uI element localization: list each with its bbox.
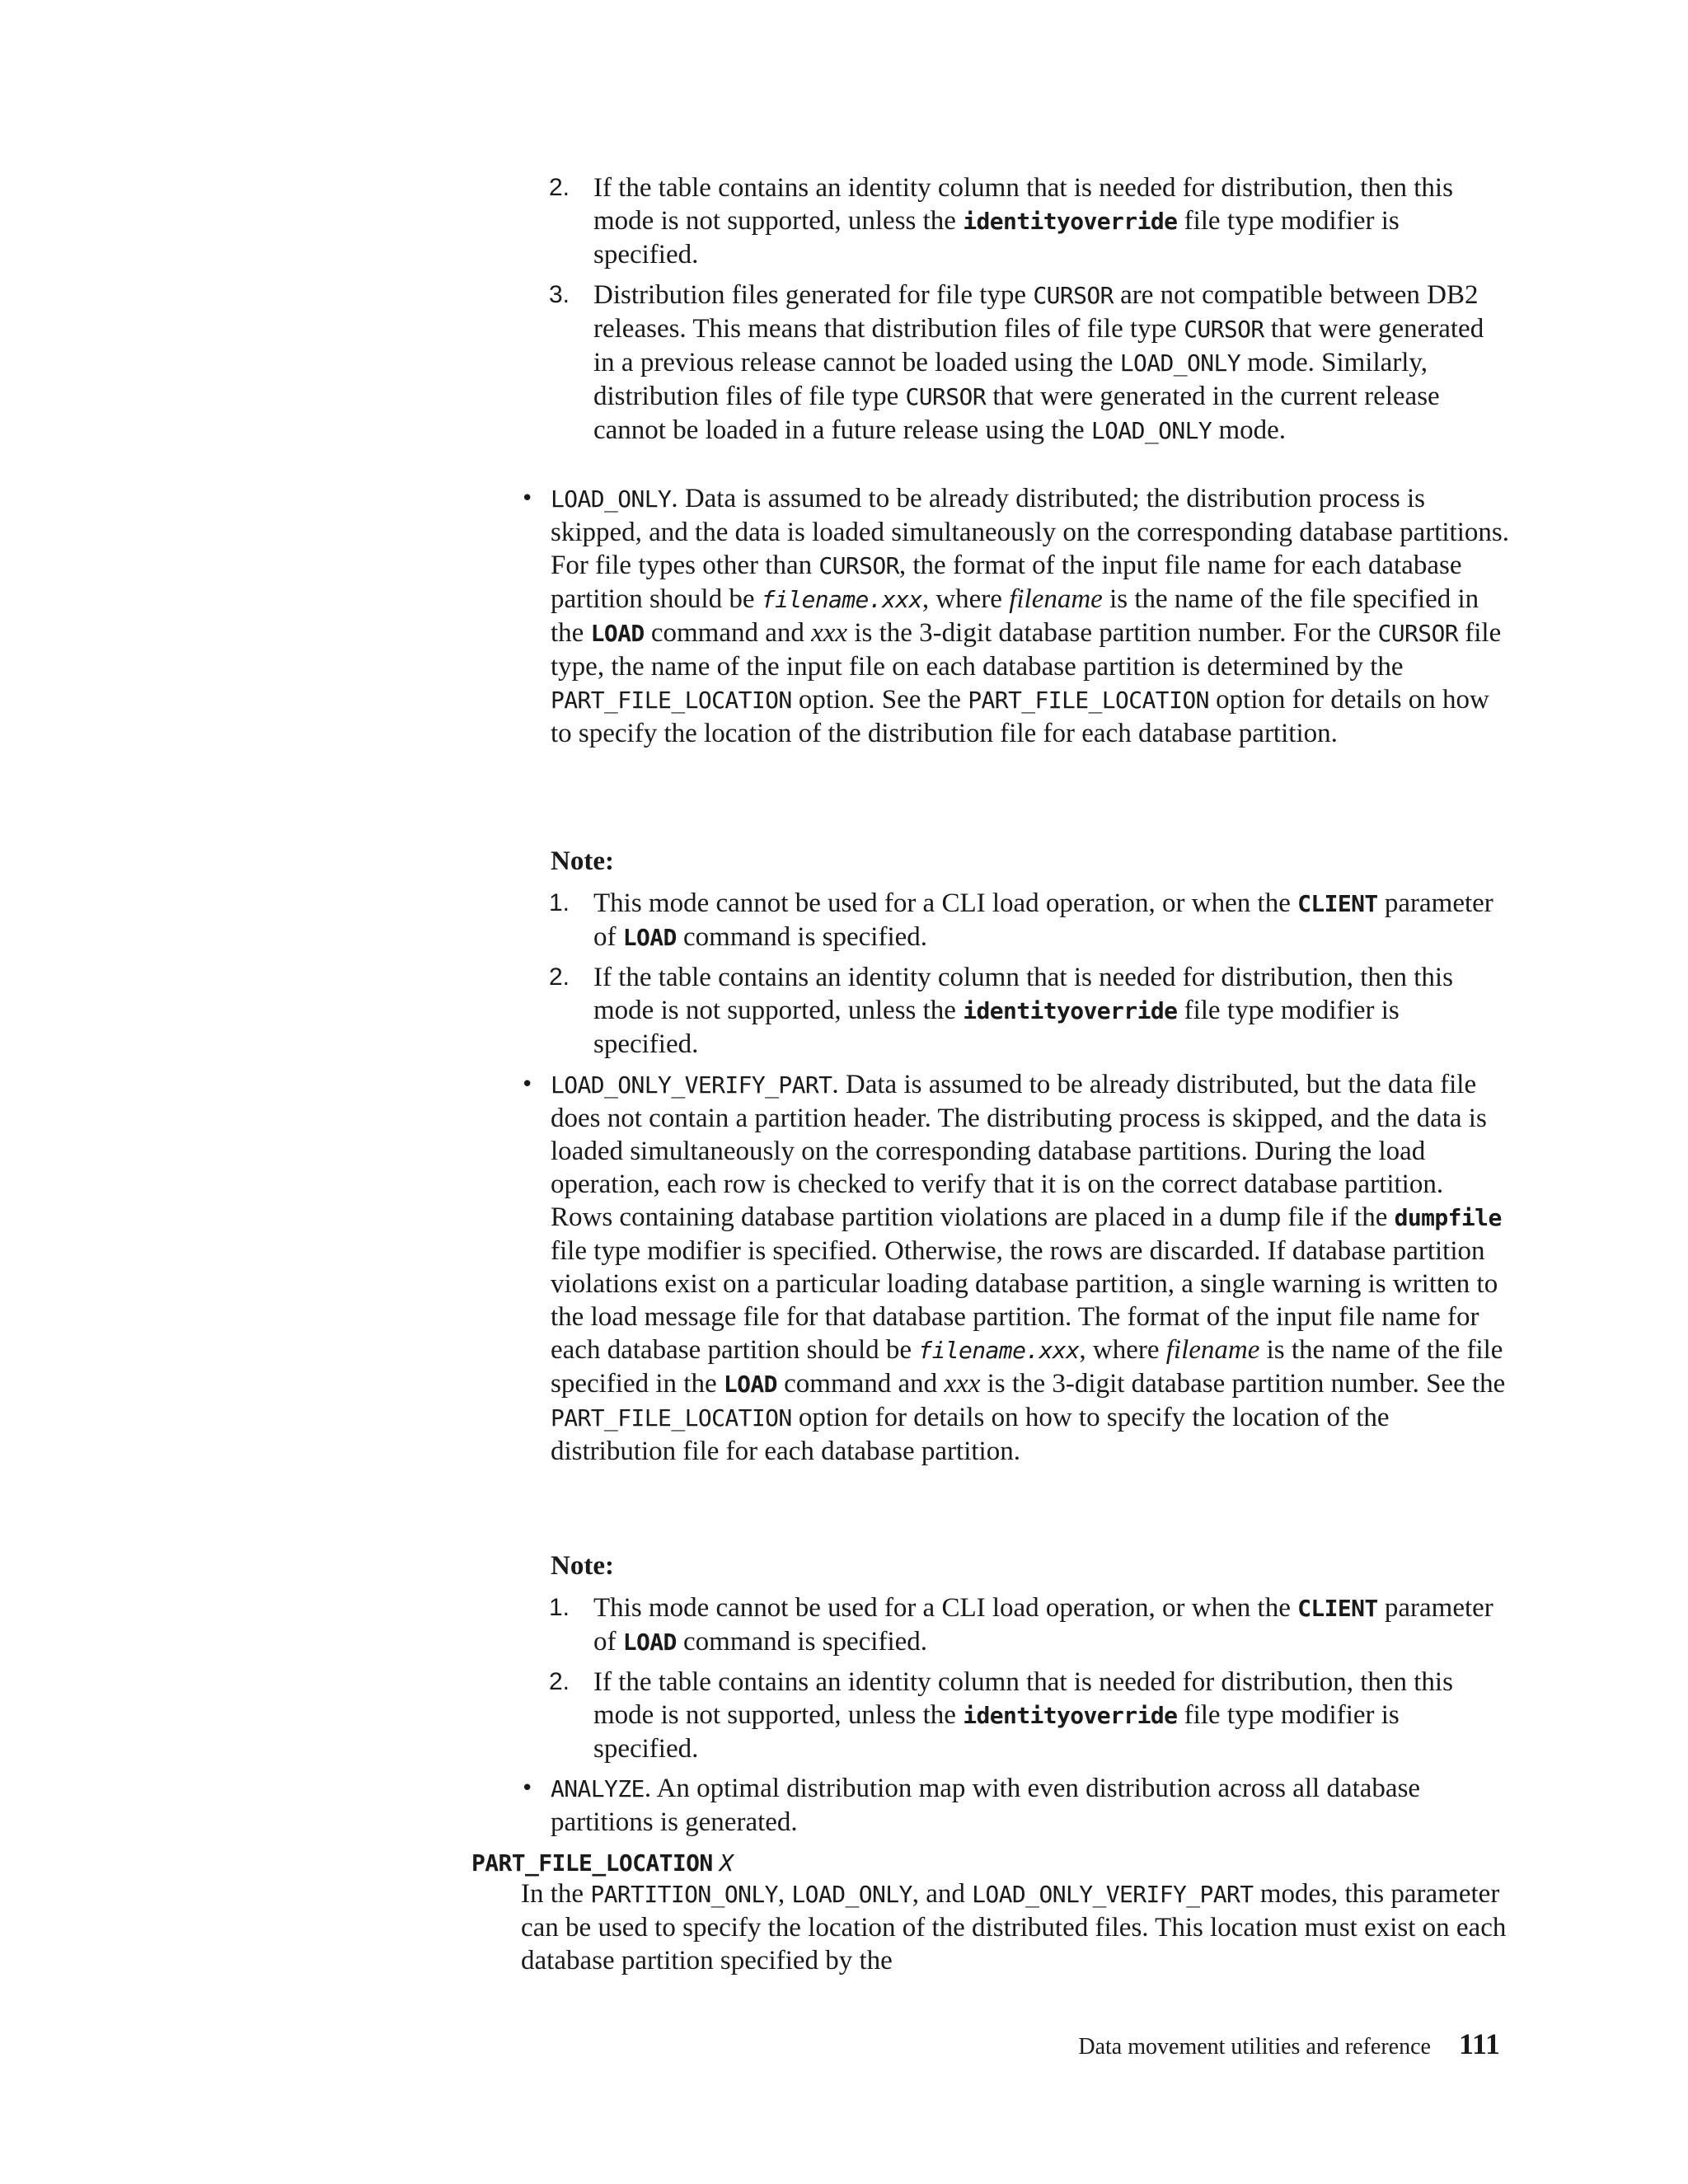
footer-title: Data movement utilities and reference xyxy=(1078,2034,1431,2060)
item-number: 2. xyxy=(549,174,570,201)
page-number: 111 xyxy=(1458,2027,1500,2060)
parameter-description: In the PARTITION_ONLY, LOAD_ONLY, and LOAD_ONLY_VERIFY_PART modes, this parameter can be used to specify the location of the distributed files. This location must exist on each database partition specified by the xyxy=(521,1879,1507,1975)
parameter-heading xyxy=(471,1846,733,1880)
bullet-dot: • xyxy=(521,1072,534,1097)
page-footer xyxy=(1022,2027,1500,2064)
bullet-text: ANALYZE. An optimal distribution map with even distribution across all database partitions is generated. xyxy=(551,1774,1421,1837)
parameter-name: PART_FILE_LOCATION xyxy=(471,1849,713,1877)
note-label: Note: xyxy=(551,1551,614,1581)
item-text: Distribution files generated for file type CURSOR are not compatible between DB2 releases. This means that distribution files of file type CURSOR that were generated in a previous release cannot be loaded using the LOAD_ONLY mode. Similarly, distribution files of file type CURSOR that were generated in the current release cannot be loaded in a future release using the LOAD_ONLY mode. xyxy=(593,280,1484,445)
item-number: 3. xyxy=(549,281,570,308)
bullet-dot: • xyxy=(521,486,534,511)
bullet-text: LOAD_ONLY_VERIFY_PART. Data is assumed to be already distributed, but the data file does not contain a partition header. The distributing process is skipped, and the data is loaded simultaneously on the corresponding database partitions. During the load operation, each row is checked to verify that it is on the correct database partition. Rows containing database partition violations are placed in a dump file if the dumpfile file type modifier is specified. Otherwise, the rows are discarded. If database partition violations exist on a particular loading database partition, a single warning is written to the load message file for that database partition. The format of the input file name for each database partition should be filename.xxx, where filename is the name of the file specified in the LOAD command and xxx is the 3-digit database partition number. See the PART_FILE_LOCATION option for details on how to specify the location of the distribution file for each database partition. xyxy=(551,1070,1506,1466)
note-label: Note: xyxy=(551,846,614,876)
document-page: 2. If the table contains an identity column that is needed for distribution, then this mode is not supported, unless the identityoverride file type modifier is specified. 3. Distribution files generated for file type CURSOR are not compatible between DB2 releases. This means that distribution files of file type CURSOR that were generated in a previous release cannot be loaded using the LOAD_ONLY mode. Similarly, distribution files of file type CURSOR that were generated in the current release cannot be loaded in a future release using the LOAD_ONLY mode. • LOAD_ONLY. Data is assumed to be already distributed; the distribution process is skipped, and the data is loaded simultaneously on the corresponding database partitions. For file types other than CURSOR, the format of the input file name for each database partition should be filename.xxx, where filename is the name of the file specified in the LOAD command and xxx is the 3-digit database partition number. For the CURSOR file type, the name of the input file on each database partition is determined by the PART_FILE_LOCATION option. See the PART_FILE_LOCATION option for details on how to specify the location of the distribution file for each database partition. Note: 1. This mode cannot be used for a CLI load operation, or when the CLIENT parameter of LOAD command is specified. 2. If the table contains an identity column that is needed for distribution, then this mode is not supported, unless the identityoverride file type modifier is specified. • LOAD_ONLY_VERIFY_PART. Data is assumed to be already distributed, but the data file does not contain a partition header. The distributing process is skipped, and the data is loaded simultaneously on the corresponding database partitions. During the load operation, each row is checked to verify that it is on the correct database partition. Rows containing database partition violations are placed in a dump file if the dumpfile file type modifier is specified. Otherwise, the rows are discarded. If database partition violations exist on a particular loading database partition, a single warning is written to the load message file for that database partition. The format of the input file name for each database partition should be filename.xxx, where filename is the name of the file specified in the LOAD command and xxx is the 3-digit database partition number. See the PART_FILE_LOCATION option for details on how to specify the location of the distribution file for each database partition. Note: 1. This mode cannot be used for a CLI load operation, or when the CLIENT parameter of LOAD command is specified. 2. If the table contains an identity column that is needed for distribution, then this mode is not supported, unless the identityoverride file type modifier is specified. • ANALYZE. An optimal distribution map with even distribution across all database partitions is generated. PART_FILE_LOCATION X In the PARTITION_ONLY, LOAD_ONLY, and LOAD_ONLY_VERIFY_PART modes, this parameter can be used to specify the location of the distributed files. This location must exist on each database partition specified by the Data movement utilities and reference 111 xyxy=(0,0,1688,2184)
keyword-identityoverride: identityoverride xyxy=(963,208,1178,235)
bullet-text: LOAD_ONLY. Data is assumed to be already distributed; the distribution process is skipped, and the data is loaded simultaneously on the corresponding database partitions. For file types other than CURSOR, the format of the input file name for each database partition should be filename.xxx, where filename is the name of the file specified in the LOAD command and xxx is the 3-digit database partition number. For the CURSOR file type, the name of the input file on each database partition is determined by the PART_FILE_LOCATION option. See the PART_FILE_LOCATION option for details on how to specify the location of the distribution file for each database partition. xyxy=(551,484,1509,748)
bullet-dot: • xyxy=(521,1776,534,1801)
item-text: If the table contains an identity column that is needed for distribution, then this mode is not supported, unless the identityoverride file type modifier is specified. xyxy=(593,173,1453,269)
parameter-arg: X xyxy=(719,1849,734,1877)
